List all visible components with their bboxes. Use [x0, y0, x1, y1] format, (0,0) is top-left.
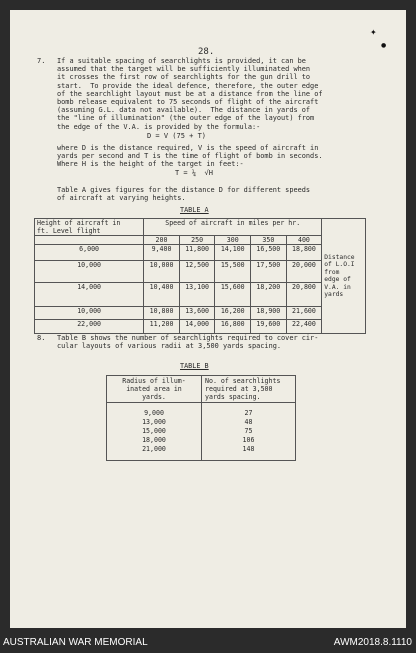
table-row [35, 320, 366, 334]
distance-cell: 22,400 [286, 320, 322, 334]
distance-cell: 12,500 [179, 261, 215, 283]
distance-cell: 16,500 [251, 245, 287, 261]
footer-bar [0, 632, 416, 653]
table-row [35, 307, 366, 320]
paragraph-7-text: If a suitable spacing of searchlights is provided, it can be assumed that the target will be sufficiently illuminated when it crosses the first row of searchlights for the gun drill to start. To provide the ideal defence, therefore, the outer edge of the searchlight layout must be at a distance from the line of bomb release equivalent to 75 seconds of flight of the aircraft (assuming G.L. data not available). The distance in yards of the "line of illumination" (the outer edge of the layout) from the edge of the V.A. is provided by the formula:- [57, 57, 323, 131]
speed-value: 400 [286, 236, 322, 245]
distance-cell: 14,000 [179, 320, 215, 334]
table-header-row [35, 219, 366, 236]
distance-cell: 13,100 [179, 283, 215, 307]
distance-cell: 18,800 [286, 245, 322, 261]
table-b-caption: TABLE B [180, 362, 209, 370]
distance-cell: 10,400 [144, 283, 180, 307]
paragraph-7-table-ref: Table A gives figures for the distance D for different speeds of aircraft at varying heights. [57, 186, 311, 203]
table-row [35, 245, 366, 261]
distance-side-note: Distance of L.O.I from edge of V.A. in yards [322, 219, 366, 334]
radius-column-header: Radius of illum- inated area in yards. [107, 376, 202, 403]
speed-value: 300 [215, 236, 251, 245]
distance-cell: 20,000 [286, 261, 322, 283]
speed-row [35, 236, 366, 245]
height-cell: 10,000 [35, 261, 144, 283]
table-a-caption: TABLE A [180, 206, 209, 214]
speed-value: 250 [179, 236, 215, 245]
table-a [34, 218, 366, 334]
distance-cell: 16,800 [215, 320, 251, 334]
speed-value: 350 [251, 236, 287, 245]
distance-cell: 21,600 [286, 307, 322, 320]
paragraph-number: 8. [37, 334, 46, 342]
page-number: 28. [198, 47, 215, 57]
formula-distance: D = V (75 + T) [147, 132, 207, 140]
ink-mark: ✦ [370, 28, 377, 37]
distance-cell: 11,800 [179, 245, 215, 261]
ink-mark: ● [381, 42, 387, 49]
height-cell: 10,000 [35, 307, 144, 320]
height-cell: 14,000 [35, 283, 144, 307]
distance-cell: 18,200 [251, 283, 287, 307]
table-row [107, 403, 296, 461]
paragraph-7-definitions: where D is the distance required, V is the speed of aircraft in yards per second and T is the time of flight of bomb in seconds. Where H is the height of the target in feet:- [57, 144, 323, 169]
distance-cell: 15,600 [215, 283, 251, 307]
searchlights-column-header: No. of searchlights required at 3,500 yards spacing. [202, 376, 296, 403]
paragraph-8-text: Table B shows the number of searchlights required to cover cir- cular layouts of various radii at 3,500 yards spacing. [57, 334, 319, 351]
distance-cell: 10,800 [144, 307, 180, 320]
distance-cell: 11,200 [144, 320, 180, 334]
height-column-header: Height of aircraft in ft. Level flight [35, 219, 144, 236]
formula-time: T = ¼ √H [175, 169, 213, 177]
distance-cell: 20,800 [286, 283, 322, 307]
speed-column-header: Speed of aircraft in miles per hr. [144, 219, 322, 236]
distance-cell: 18,900 [251, 307, 287, 320]
height-cell: 22,000 [35, 320, 144, 334]
distance-cell: 13,600 [179, 307, 215, 320]
distance-cell: 10,000 [144, 261, 180, 283]
footer-credit: AUSTRALIAN WAR MEMORIAL [3, 637, 148, 648]
distance-cell: 9,400 [144, 245, 180, 261]
table-row [35, 283, 366, 307]
paragraph-number: 7. [37, 57, 46, 65]
table-b [106, 375, 296, 461]
speed-value: 200 [144, 236, 180, 245]
footer-item-id: AWM2018.8.1110 [333, 637, 412, 648]
height-cell: 6,000 [35, 245, 144, 261]
distance-cell: 17,500 [251, 261, 287, 283]
distance-cell: 14,100 [215, 245, 251, 261]
radius-values: 9,000 13,000 15,000 18,000 21,000 [107, 403, 202, 461]
distance-cell: 16,200 [215, 307, 251, 320]
table-header-row [107, 376, 296, 403]
distance-cell: 15,500 [215, 261, 251, 283]
distance-cell: 19,600 [251, 320, 287, 334]
table-row [35, 261, 366, 283]
searchlight-counts: 27 48 75 106 148 [202, 403, 296, 461]
